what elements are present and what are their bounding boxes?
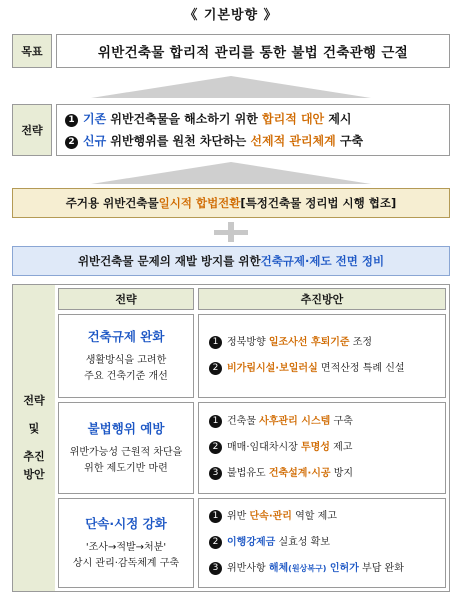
number-2-icon: 2: [65, 136, 78, 149]
plan-cell: [198, 498, 446, 588]
strategy-name: 건축규제 완화: [87, 329, 165, 344]
strategy-name: 불법행위 예방: [87, 421, 165, 436]
plan-item: 1 정북방향 일조사선 후퇴기준 조정: [209, 336, 445, 350]
plan-item: 1 위반 단속·관리 역할 제고: [209, 510, 445, 524]
plan-cell: [198, 402, 446, 494]
plan-item: 2 이행강제금 실효성 확보: [209, 536, 445, 550]
plan-cell: [198, 314, 446, 398]
plan-item: 1 건축물 사후관리 시스템 구축: [209, 415, 445, 429]
number-1-icon: 1: [209, 336, 222, 349]
strategy-line-1: 1 기존 위반건축물을 해소하기 위한 합리적 대안 제시: [65, 108, 363, 130]
column-header-plan: 추진방안: [198, 288, 446, 310]
number-2-icon: 2: [209, 441, 222, 454]
number-2-icon: 2: [209, 536, 222, 549]
strategy-cell: 건축규제 완화 생활방식을 고려한 주요 건축기준 개선: [58, 314, 194, 398]
number-1-icon: 1: [65, 114, 78, 127]
plan-item: 2 매매·임대차시장 투명성 제고: [209, 441, 445, 455]
strategy-line-2: 2 신규 위반행위를 원천 차단하는 선제적 관리체계 구축: [65, 130, 363, 152]
number-1-icon: 1: [209, 415, 222, 428]
number-1-icon: 1: [209, 510, 222, 523]
plus-icon-vertical: [228, 222, 234, 242]
number-3-icon: 3: [209, 562, 222, 575]
housing-band: 주거용 위반건축물 일시적 합법전환 [특정건축물 정리법 시행 협조]: [12, 188, 450, 218]
number-3-icon: 3: [209, 467, 222, 480]
goal-box: [56, 34, 450, 68]
strategy-label: 전략: [12, 104, 52, 156]
number-2-icon: 2: [209, 362, 222, 375]
table-side-label: 전략 및 추진 방안: [13, 285, 55, 591]
up-arrow-icon: [0, 160, 462, 186]
strategy-cell: 불법행위 예방 위반가능성 근원적 차단을 위한 제도기반 마련: [58, 402, 194, 494]
strategy-cell: 단속·시정 강화 '조사→적발→처분' 상시 관리·감독체계 구축: [58, 498, 194, 588]
strategy-box: [56, 104, 450, 156]
plan-item: 3 불법유도 건축설계·시공 방지: [209, 467, 445, 481]
strategy-name: 단속·시정 강화: [85, 516, 167, 531]
column-header-strategy: 전략: [58, 288, 194, 310]
goal-label: 목표: [12, 34, 52, 68]
up-arrow-icon: [0, 74, 462, 100]
plan-item: 2 비가림시설·보일러실 면적산정 특례 신설: [209, 362, 445, 376]
section-title: 《 기본방향 》: [184, 8, 278, 23]
prevention-band: 위반건축물 문제의 재발 방지를 위한 건축규제·제도 전면 정비: [12, 246, 450, 276]
goal-text: 위반건축물 합리적 관리를 통한 불법 건축관행 근절: [97, 45, 409, 61]
plan-item: 3 위반사항 해체(원상복구) 인허가 부담 완화: [209, 562, 445, 576]
